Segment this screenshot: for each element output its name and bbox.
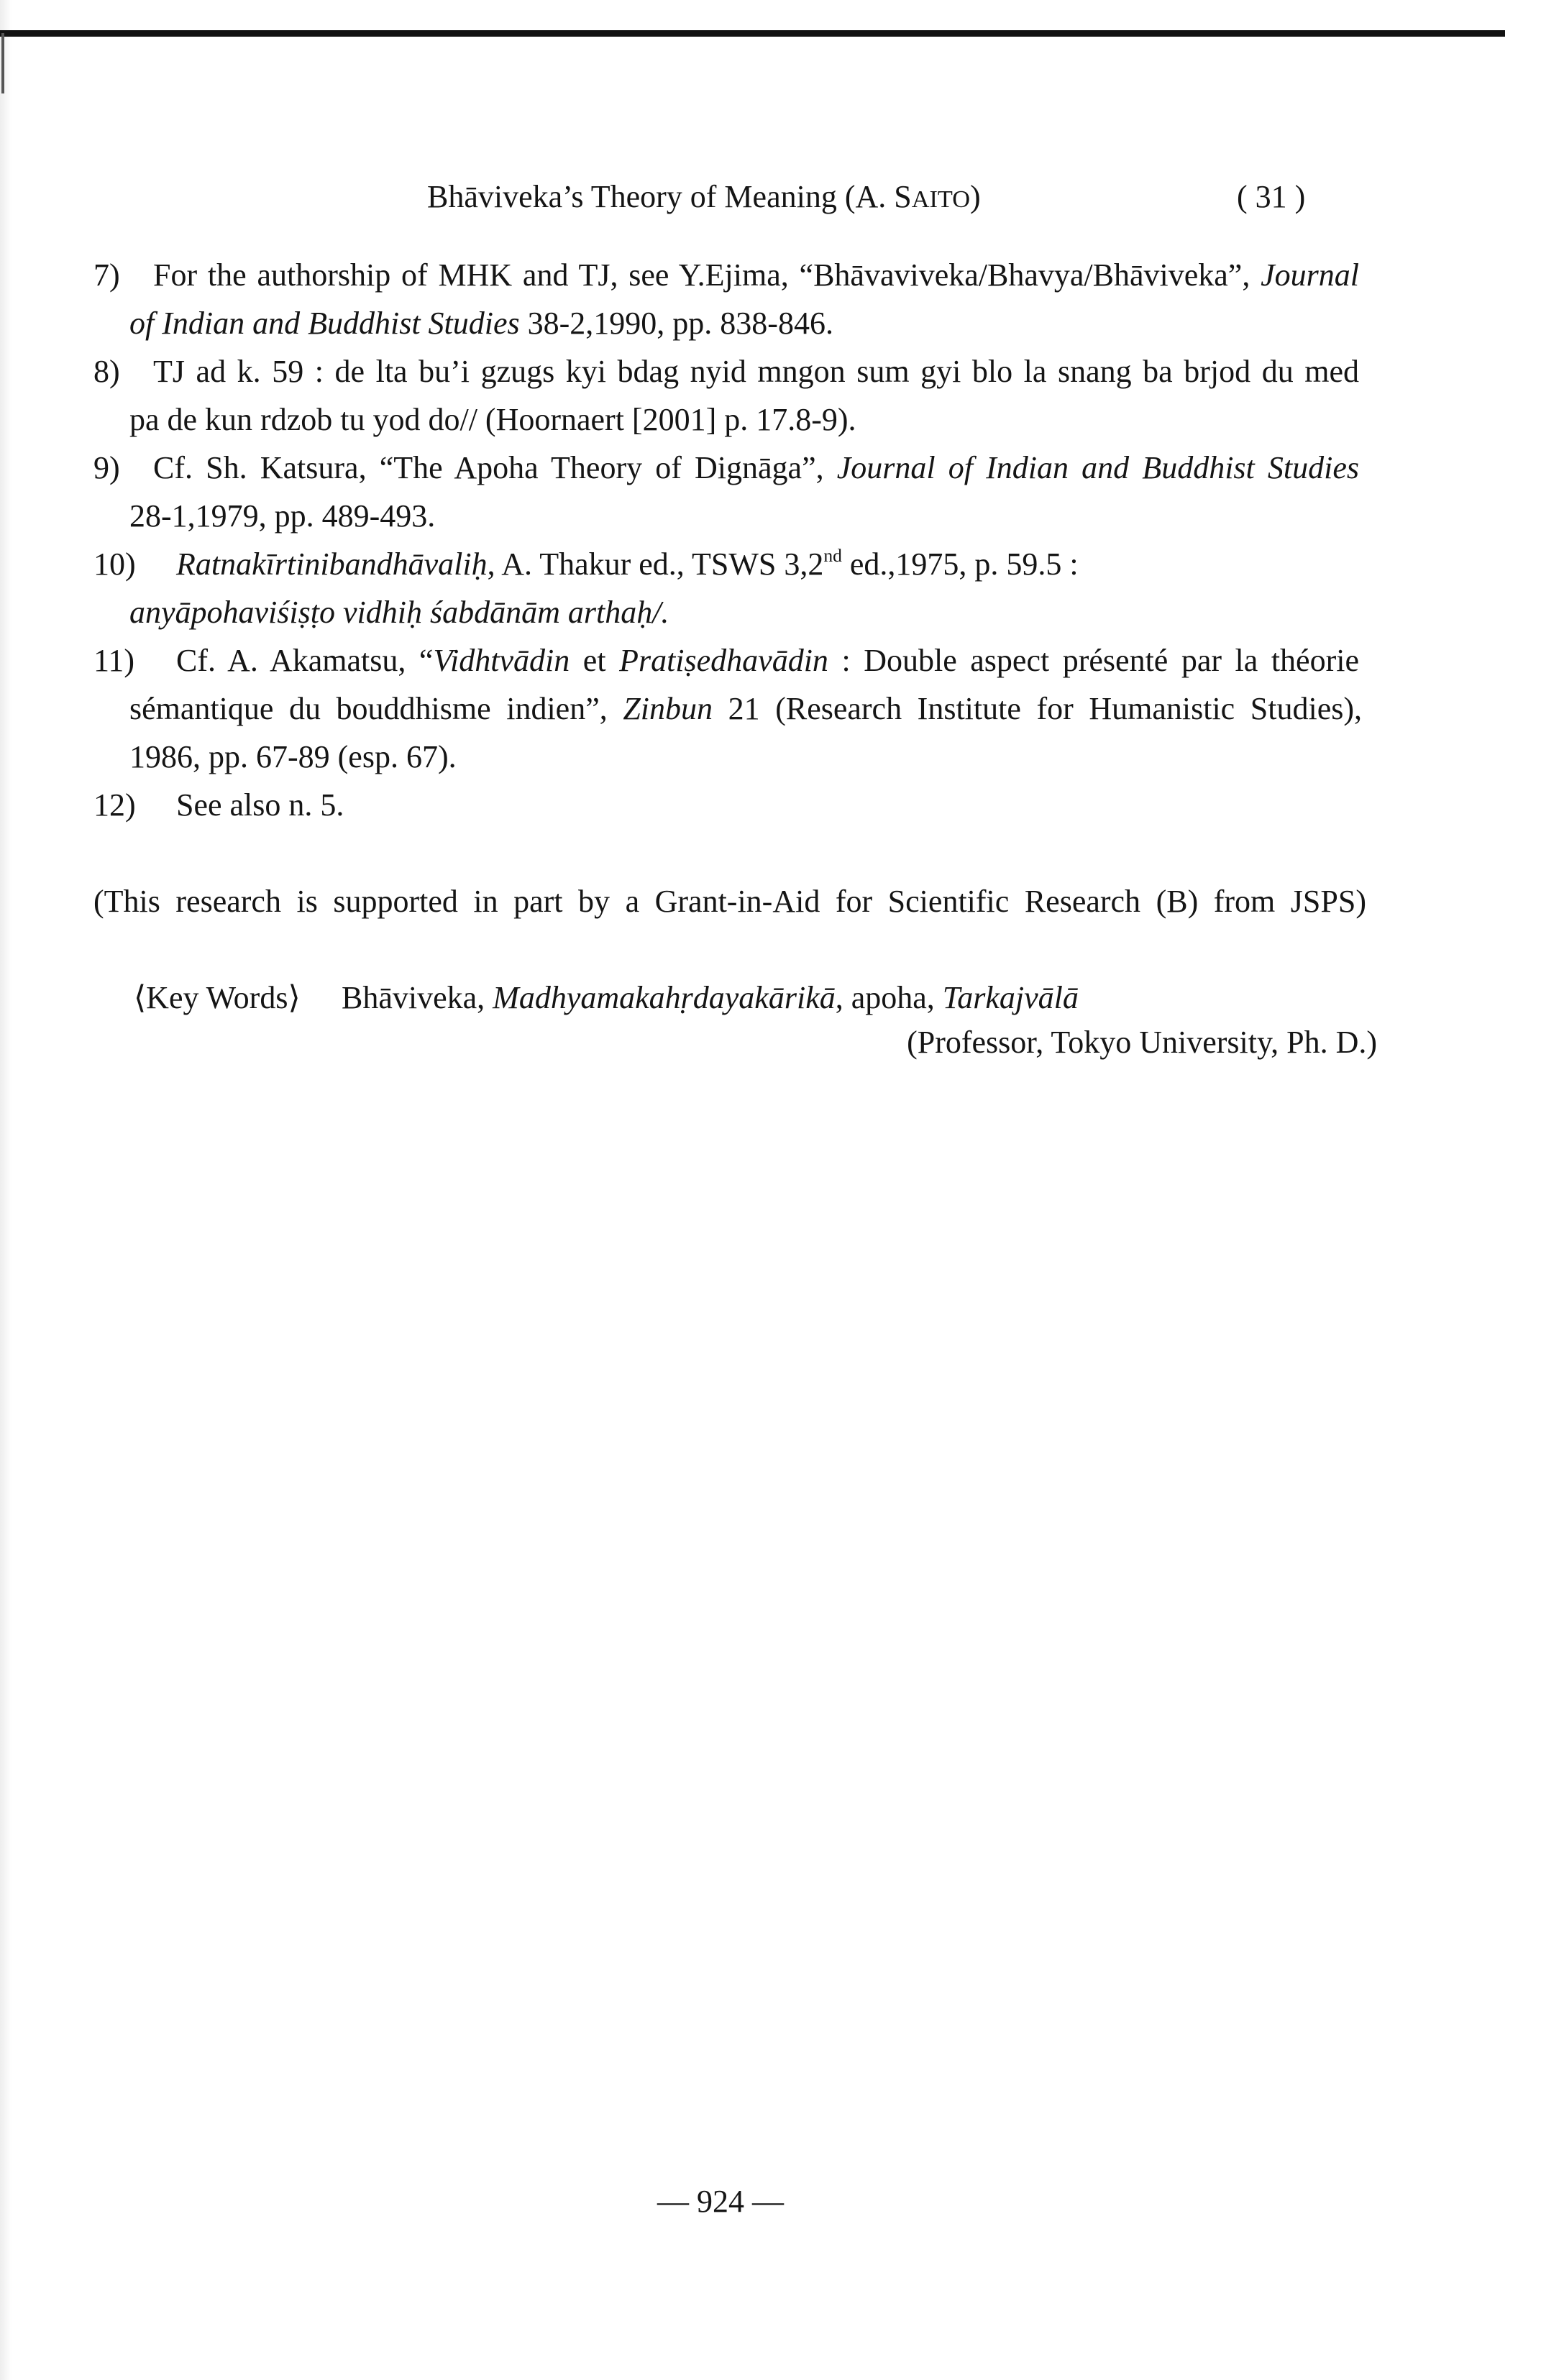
footnote-8-line-2 — [129, 398, 856, 441]
sanskrit-quote: anyāpohaviśiṣṭo vidhiḥ śabdānām arthaḥ/. — [129, 595, 669, 630]
footnote-text: ed.,1975, p. 59.5 : — [841, 546, 1079, 582]
footnote-10-number: 10) — [93, 546, 136, 582]
top-rule — [0, 30, 1505, 37]
footnote-text: et — [570, 643, 620, 678]
footnote-7-number: 7) — [93, 257, 120, 293]
journal-title: Journal — [1261, 257, 1359, 293]
work-title: Ratnakīrtinibandhāvaliḥ — [176, 546, 488, 582]
keyword: , apoha, — [835, 980, 943, 1015]
footnote-text: sémantique du bouddhisme indien”, — [129, 691, 623, 726]
author-prefix: (A. — [836, 179, 895, 214]
keywords-list — [342, 976, 1079, 1020]
footnote-text: 1986, pp. 67-89 (esp. 67). — [129, 739, 457, 774]
footnote-11-line-2 — [129, 687, 1362, 731]
term-italic: Pratiṣedhavādin — [619, 643, 828, 678]
page-number: — 924 — — [657, 2184, 784, 2219]
footnote-text: See also n. 5. — [176, 787, 344, 823]
keyword: Bhāviveka, — [342, 980, 493, 1015]
footnote-7-line-1 — [153, 254, 1359, 297]
author-suffix: ) — [970, 179, 981, 214]
footnote-8-number: 8) — [93, 354, 120, 389]
footnote-text: Cf. A. Akamatsu, “ — [176, 643, 434, 678]
footnote-text: 38-2,1990, pp. 838-846. — [519, 306, 833, 341]
footnote-9-line-2 — [129, 495, 435, 538]
header-page-ref: ( 31 ) — [1237, 179, 1306, 214]
footnote-9-number: 9) — [93, 450, 120, 485]
footnote-text: pa de kun rdzob tu yod do// (Hoornaert [2001] p. 17.8-9). — [129, 402, 856, 437]
journal-title: Journal of Indian and Buddhist Studies — [836, 450, 1360, 485]
footnote-9-line-1 — [153, 447, 1359, 490]
acknowledgement-text: (This research is supported in part by a Grant-in-Aid for Scientific Research (B) from JSPS) — [93, 884, 1366, 919]
footnote-text: , A. Thakur ed., TSWS 3,2 — [487, 546, 824, 582]
footnote-10-line-2 — [129, 591, 669, 634]
footnote-8-line-1 — [153, 350, 1359, 393]
footnote-text: 21 (Research Institute for Humanistic Studies), — [713, 691, 1362, 726]
footnote-12-number: 12) — [93, 787, 136, 823]
term-italic: Vidhtvādin — [433, 643, 570, 678]
footnote-11-line-1 — [176, 639, 1359, 682]
footnote-12-line-1 — [176, 784, 344, 827]
journal-title: of Indian and Buddhist Studies — [129, 306, 520, 341]
footnote-text: Cf. Sh. Katsura, “The Apoha Theory of Dignāga”, — [153, 450, 837, 485]
footnote-7-line-2 — [129, 302, 833, 345]
journal-title: Zinbun — [623, 691, 713, 726]
author-surname: SAITO — [894, 179, 971, 214]
keyword: Madhyamakahṛdayakārikā — [493, 980, 836, 1015]
running-title-line — [427, 175, 981, 219]
ordinal-superscript: nd — [823, 544, 842, 566]
acknowledgement — [93, 880, 1366, 923]
footnote-text: For the authorship of MHK and TJ, see Y.Ejima, “Bhāvaviveka/Bhavya/Bhāviveka”, — [153, 257, 1261, 293]
scan-edge-mark — [1, 33, 4, 93]
footnote-11-number: 11) — [93, 643, 135, 678]
footnote-text: TJ ad k. 59 : de lta bu’i gzugs kyi bdag nyid mngon sum gyi blo la snang ba brjod du med — [153, 354, 1359, 389]
keywords-label: ⟨Key Words⟩ — [134, 980, 301, 1015]
footnote-10-line-1 — [176, 543, 1079, 586]
footnote-11-line-3 — [129, 736, 457, 779]
author-affiliation: (Professor, Tokyo University, Ph. D.) — [907, 1025, 1377, 1060]
footnote-text: : Double aspect présenté par la théorie — [828, 643, 1359, 678]
running-title: Bhāviveka’s Theory of Meaning — [427, 179, 837, 214]
keyword: Tarkajvālā — [942, 980, 1079, 1015]
footnote-text: 28-1,1979, pp. 489-493. — [129, 498, 436, 534]
scan-edge-shadow — [0, 0, 12, 2380]
